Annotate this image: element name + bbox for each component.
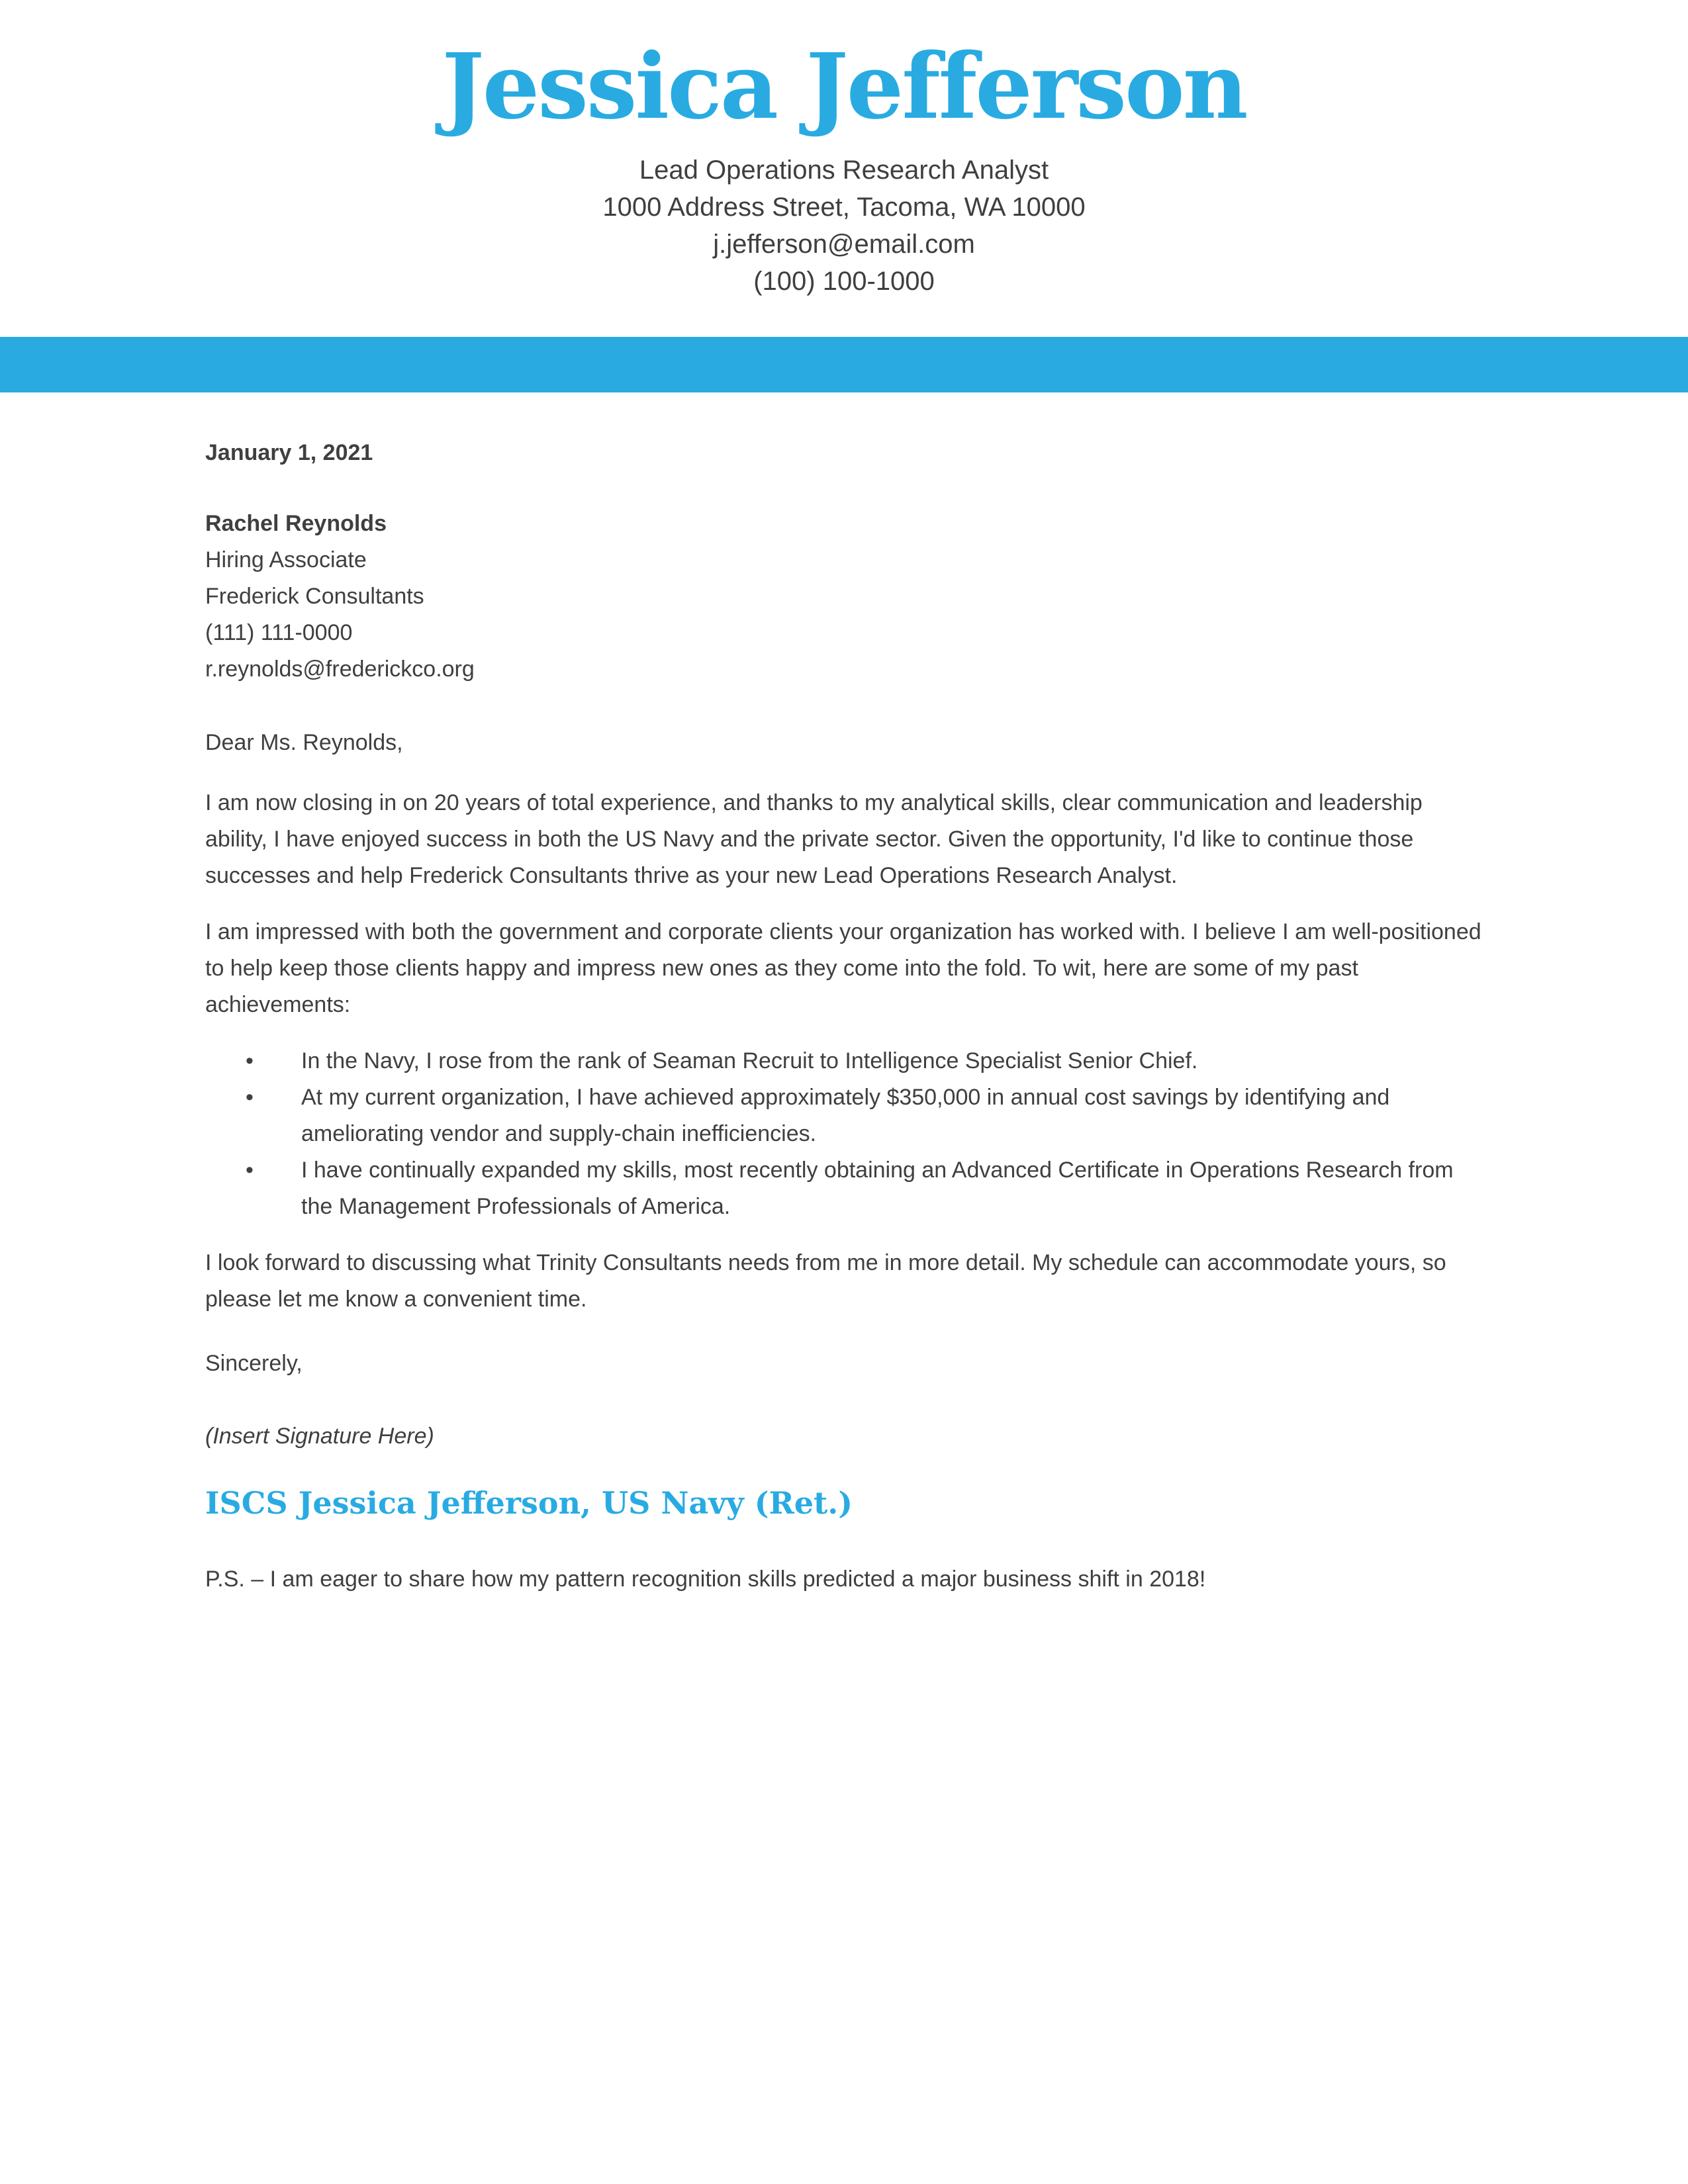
letter-body [0,392,1688,1598]
list-item [205,1152,1489,1225]
candidate-phone: (100) 100-1000 [753,266,935,296]
achievement-certificate: I have continually expanded my skills, most recently obtaining an Advanced Certificate in Operations Research from the Management Professionals of America. [301,1157,1454,1219]
achievements-list [205,1043,1489,1225]
contact-block [0,152,1688,300]
signature-name: ISCS Jessica Jefferson, US Navy (Ret.) [205,1484,853,1521]
recipient-email: r.reynolds@frederickco.org [205,656,475,682]
bullet-icon: • [246,1157,254,1183]
recipient-phone: (111) 111-0000 [205,619,353,645]
recipient-job-title: Hiring Associate [205,547,367,572]
closing-paragraph: I look forward to discussing what Trinity Consultants needs from me in more detail. My schedule can accommodate yours, so please let me know a convenient time. [205,1250,1446,1312]
list-item [205,1043,1489,1079]
letter-date: January 1, 2021 [205,439,373,465]
bullet-icon: • [246,1048,254,1073]
postscript: P.S. – I am eager to share how my pattern recognition skills predicted a major business shift in 2018! [205,1566,1206,1592]
paragraph-clients: I am impressed with both the government and corporate clients your organization has worked with. I believe I am well-positioned to help keep those clients happy and impress new ones as they come into the fold. To wit, here are some of my past achievements: [205,919,1481,1017]
recipient-company: Frederick Consultants [205,583,424,609]
valediction: Sincerely, [205,1350,303,1376]
candidate-email: j.jefferson@email.com [713,229,975,259]
achievement-cost-savings: At my current organization, I have achieved approximately $350,000 in annual cost savings by identifying and ameliorating vendor and supply-chain inefficiencies. [301,1084,1390,1146]
letter-header [0,0,1688,300]
signature-placeholder: (Insert Signature Here) [205,1423,434,1449]
paragraph-experience: I am now closing in on 20 years of total experience, and thanks to my analytical skills, clear communication and leadership ability, I have enjoyed success in both the US Navy and the private sector. Given the opportunity, I'd like to continue those successes and help Frederick Consultants thrive as your new Lead Operations Research Analyst. [205,790,1423,888]
candidate-job-title: Lead Operations Research Analyst [639,155,1049,185]
recipient-block [205,506,1489,688]
salutation: Dear Ms. Reynolds, [205,729,403,755]
achievement-navy-rank: In the Navy, I rose from the rank of Seaman Recruit to Intelligence Specialist Senior Chief. [301,1048,1198,1073]
accent-divider-bar [0,337,1688,392]
candidate-address: 1000 Address Street, Tacoma, WA 10000 [602,192,1086,222]
candidate-name: Jessica Jefferson [442,34,1246,140]
recipient-name: Rachel Reynolds [205,510,387,536]
list-item [205,1079,1489,1152]
bullet-icon: • [246,1084,254,1110]
